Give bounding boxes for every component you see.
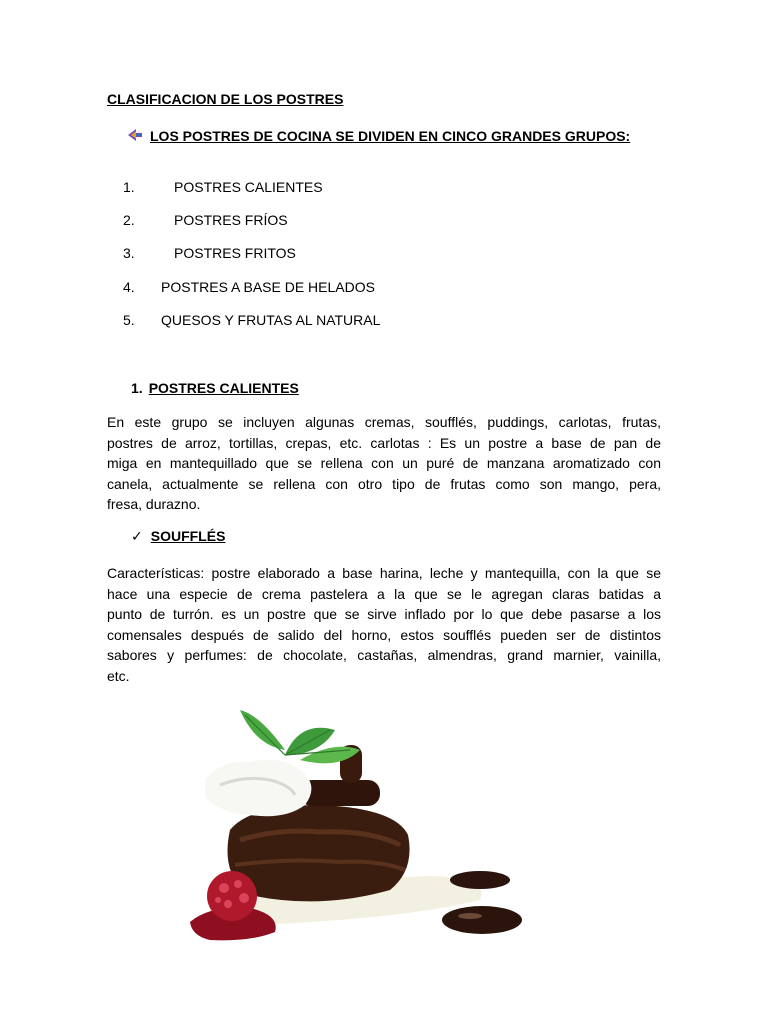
list-item-label: POSTRES FRITOS <box>174 245 296 261</box>
list-item-number: 5. <box>123 312 135 328</box>
chocolate-dessert-image <box>190 700 530 950</box>
document-title: CLASIFICACION DE LOS POSTRES <box>107 91 344 107</box>
list-item-label: POSTRES CALIENTES <box>174 179 323 195</box>
checkmark-icon: ✓ <box>131 528 143 544</box>
paragraph-line: etc. <box>107 667 130 684</box>
section-heading-souffles <box>131 528 225 545</box>
list-item-number: 2. <box>123 212 135 228</box>
section-heading-text: SOUFFLÉS <box>150 528 226 544</box>
list-item-label: QUESOS Y FRUTAS AL NATURAL <box>161 312 381 328</box>
intro-text: LOS POSTRES DE COCINA SE DIVIDEN EN CINCO GRANDES GRUPOS: <box>150 128 631 144</box>
list-item-label: POSTRES A BASE DE HELADOS <box>161 279 375 295</box>
list-item-number: 1. <box>123 179 135 195</box>
list-item-number: 3. <box>123 245 135 261</box>
paragraph-line: En este grupo se incluyen algunas cremas, soufflés, puddings, carlotas, frutas, <box>107 414 661 430</box>
paragraph-line: hace una especie de crema pastelera a la que se le agregan claras batidas a <box>107 585 661 602</box>
section-heading-postres-calientes <box>131 380 299 396</box>
list-item-number: 4. <box>123 279 135 295</box>
section-heading-text: POSTRES CALIENTES <box>148 380 299 396</box>
paragraph-line: postres de arroz, tortillas, crepas, etc. carlotas : Es un postre a base de pan de <box>107 434 661 451</box>
paragraph-line: fresa, durazno. <box>107 496 201 513</box>
souffles-paragraph <box>107 563 661 687</box>
paragraph-line: canela, actualmente se rellena con otro tipo de frutas como son mango, pera, <box>107 475 661 492</box>
paragraph-line: Características: postre elaborado a base harina, leche y mantequilla, con la que se <box>107 565 661 581</box>
section-number: 1. <box>131 380 143 396</box>
paragraph-line: comensales después de salido del horno, estos soufflés pueden ser de distintos <box>107 626 661 643</box>
paragraph-line: miga en mantequillado que se rellena con un puré de manzana aromatizado con <box>107 455 661 472</box>
arrow-bullet-icon <box>128 126 150 147</box>
paragraph-line: punto de turrón. es un postre que se sirve inflado por lo que debe pasarse a los <box>107 606 661 623</box>
paragraph-line: sabores y perfumes: de chocolate, castañas, almendras, grand marnier, vainilla, <box>107 647 661 664</box>
intro-paragraph <box>128 126 662 147</box>
list-item-label: POSTRES FRÍOS <box>174 212 288 228</box>
postres-calientes-paragraph <box>107 412 661 515</box>
